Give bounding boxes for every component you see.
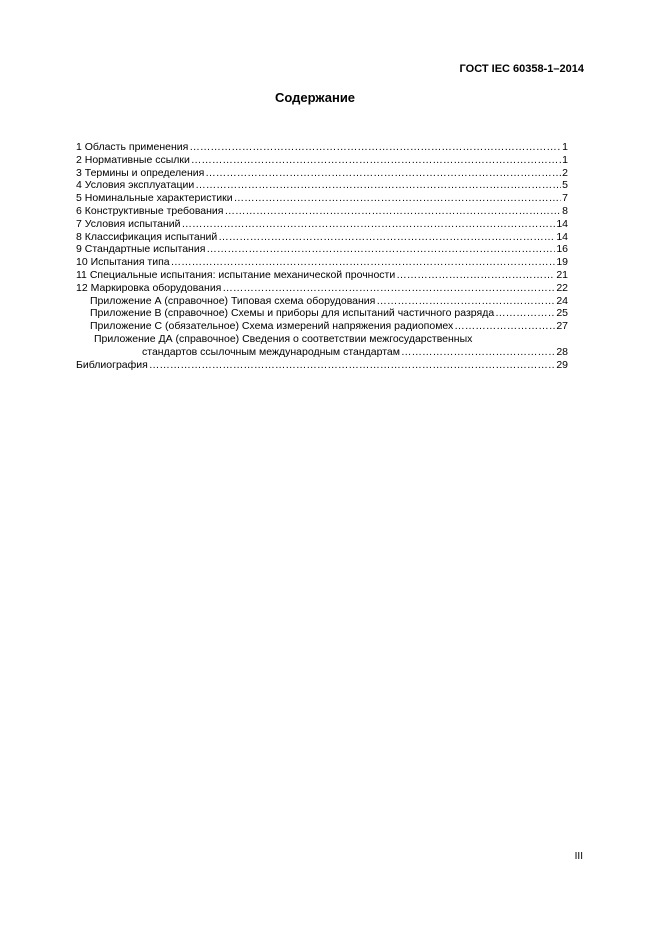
toc-leader: [234, 192, 562, 205]
toc-entry[interactable]: [76, 218, 568, 231]
toc-entry-label: Приложение А (справочное) Типовая схема оборудования: [90, 294, 376, 307]
toc-leader: [191, 154, 561, 167]
toc-entry-label: Приложение В (справочное) Схемы и приборы для испытаний частичного разряда: [90, 307, 495, 320]
table-of-contents: [76, 141, 568, 371]
toc-entry[interactable]: [76, 256, 568, 269]
toc-entry-page: 22: [556, 281, 568, 294]
toc-leader: [205, 167, 561, 180]
toc-entry-label: Приложение С (обязательное) Схема измерений напряжения радиопомех: [90, 320, 454, 333]
toc-entry-label: Библиография: [76, 358, 148, 371]
toc-entry[interactable]: [76, 167, 568, 180]
toc-leader: [189, 141, 561, 154]
toc-entry-label: 6 Конструктивные требования: [76, 204, 224, 217]
toc-entry-label: 4 Условия эксплуатации: [76, 179, 195, 192]
toc-entry[interactable]: [76, 154, 568, 167]
toc-entry-page: 7: [562, 192, 568, 205]
toc-leader: [206, 243, 555, 256]
toc-leader: [376, 295, 555, 308]
toc-leader: [495, 307, 555, 320]
toc-entry-page: 16: [556, 243, 568, 256]
toc-entry-label: Приложение ДА (справочное) Сведения о соответствии межгосударственных: [94, 332, 473, 345]
toc-entry-label: 8 Классификация испытаний: [76, 230, 218, 243]
toc-entry[interactable]: [76, 205, 568, 218]
toc-entry-page: 1: [562, 153, 568, 166]
page-number: III: [574, 851, 583, 862]
toc-entry-page: 29: [556, 358, 568, 371]
document-code: ГОСТ IEC 60358-1–2014: [459, 63, 584, 75]
toc-entry-page: 27: [556, 320, 568, 333]
toc-entry-appendix[interactable]: [76, 295, 568, 308]
toc-leader: [149, 359, 555, 372]
toc-entry-page: 2: [562, 166, 568, 179]
toc-leader: [224, 205, 561, 218]
toc-entry-label: 12 Маркировка оборудования: [76, 281, 222, 294]
toc-entry-page: 5: [562, 179, 568, 192]
toc-entry-page: 8: [562, 204, 568, 217]
toc-entry-page: 21: [556, 268, 568, 281]
toc-entry-page: 25: [556, 307, 568, 320]
toc-entry-page: 14: [556, 217, 568, 230]
toc-entry-page: 24: [556, 294, 568, 307]
toc-leader: [222, 282, 555, 295]
toc-leader: [195, 179, 561, 192]
toc-entry-page: 28: [556, 345, 568, 358]
toc-entry[interactable]: [76, 192, 568, 205]
toc-leader: [171, 256, 556, 269]
toc-entry-appendix[interactable]: [76, 333, 568, 359]
toc-entry-label-continued: стандартов ссылочным международным стандартам: [142, 345, 400, 358]
toc-leader: [396, 269, 555, 282]
toc-leader: [454, 320, 555, 333]
toc-entry[interactable]: [76, 231, 568, 244]
toc-entry-page: 1: [562, 141, 568, 153]
toc-entry-label: 7 Условия испытаний: [76, 217, 181, 230]
toc-leader: [218, 231, 555, 244]
toc-title: Содержание: [274, 90, 356, 105]
toc-entry-label: 9 Стандартные испытания: [76, 243, 206, 256]
toc-leader: [401, 346, 555, 359]
toc-entry-appendix[interactable]: [76, 307, 568, 320]
toc-entry-label: 1 Область применения: [76, 141, 189, 153]
toc-entry-appendix[interactable]: [76, 320, 568, 333]
toc-entry[interactable]: [76, 269, 568, 282]
toc-entry[interactable]: [76, 179, 568, 192]
toc-entry[interactable]: [76, 282, 568, 295]
toc-entry[interactable]: [76, 359, 568, 372]
toc-entry-label: 11 Специальные испытания: испытание механической прочности: [76, 268, 396, 281]
toc-leader: [182, 218, 556, 231]
toc-entry-page: 14: [556, 230, 568, 243]
toc-entry[interactable]: [76, 141, 568, 154]
toc-entry-page: 19: [556, 256, 568, 269]
toc-entry-label: 5 Номинальные характеристики: [76, 192, 233, 205]
toc-entry-label: 2 Нормативные ссылки: [76, 153, 190, 166]
toc-entry-label: 3 Термины и определения: [76, 166, 205, 179]
toc-entry[interactable]: [76, 243, 568, 256]
toc-entry-label: 10 Испытания типа: [76, 256, 170, 269]
